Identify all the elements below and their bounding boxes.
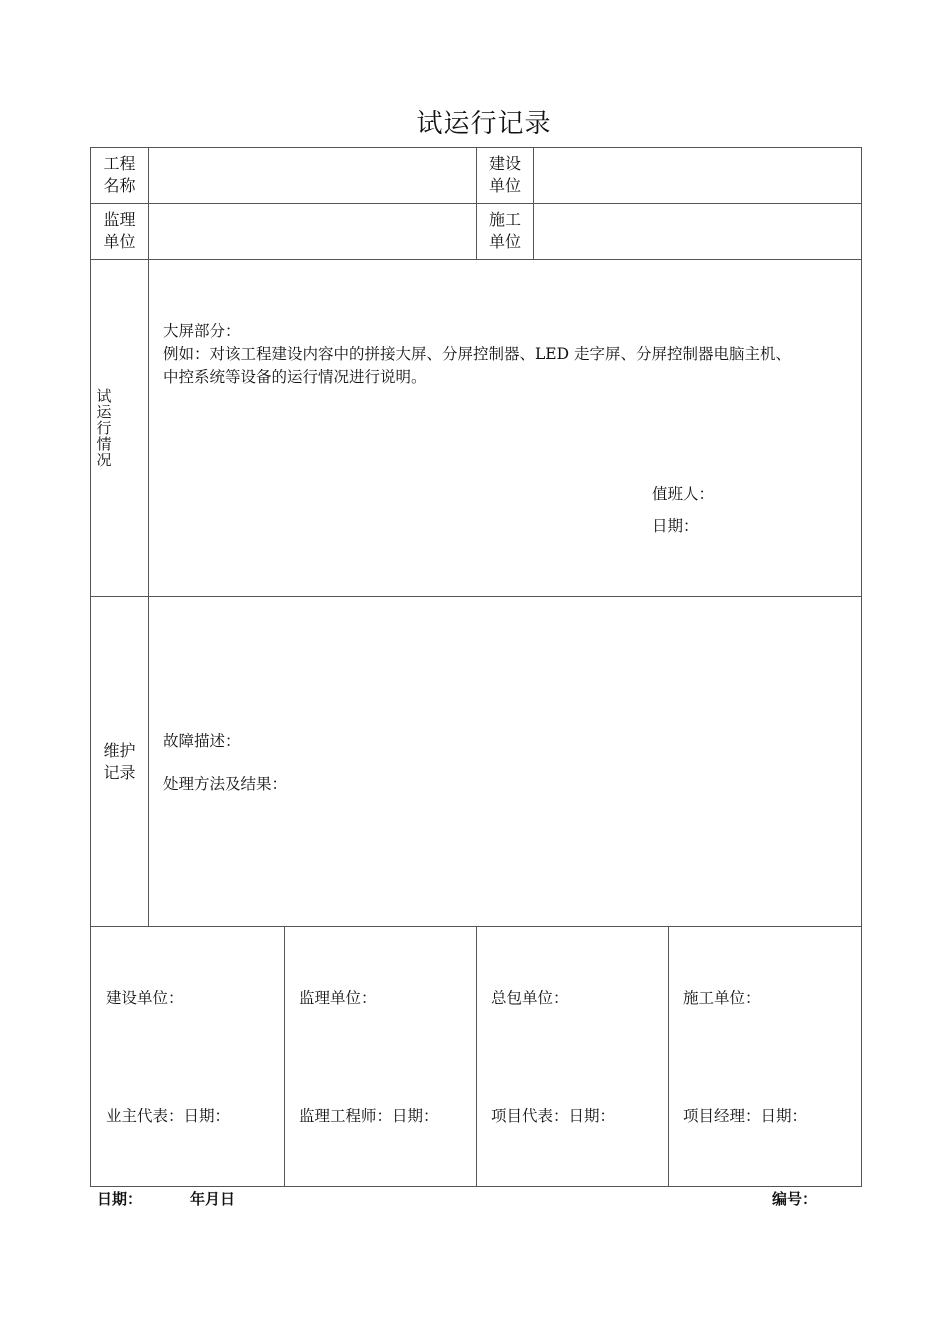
trial-run-heading: 大屏部分：: [163, 322, 241, 340]
footer-date-label: 日期：: [97, 1190, 143, 1208]
signoff-general-contractor-unit: 总包单位：: [491, 989, 569, 1007]
footer-number-label: 编号：: [772, 1190, 818, 1208]
signoff-supervisor-unit: 监理单位：: [299, 989, 377, 1007]
trial-run-example-line2: 中控系统等设备的运行情况进行说明。: [163, 368, 427, 386]
builder-label: 建设 单位: [488, 154, 521, 195]
handling-result-label: 处理方法及结果：: [163, 775, 288, 793]
contractor-label: 施工 单位: [488, 210, 521, 251]
signoff-supervisor-sign: 监理工程师：日期：: [299, 1107, 439, 1125]
maintenance-side-label: 维护 记录: [103, 741, 136, 782]
signoff-general-contractor-sign: 项目代表：日期：: [491, 1107, 616, 1125]
signoff-builder-sign: 业主代表：日期：: [106, 1107, 231, 1125]
fault-description-label: 故障描述：: [163, 732, 241, 750]
signoff-contractor-unit: 施工单位：: [683, 989, 761, 1007]
project-name-label: 工程 名称: [103, 154, 136, 195]
footer-date-format: 年月日: [190, 1190, 236, 1208]
page-title: 试运行记录: [416, 109, 552, 139]
project-name-field[interactable]: [150, 149, 474, 201]
builder-field[interactable]: [535, 149, 859, 201]
on-duty-label: 值班人：: [652, 485, 715, 503]
trial-run-example-line1: 例如：对该工程建设内容中的拼接大屏、分屏控制器、LED 走字屏、分屏控制器电脑主机、: [163, 345, 791, 363]
trial-run-date-label: 日期：: [652, 517, 699, 535]
signoff-contractor-sign: 项目经理：日期：: [683, 1107, 808, 1125]
supervisor-label: 监理 单位: [103, 210, 136, 251]
supervisor-field[interactable]: [150, 205, 474, 257]
signoff-builder-unit: 建设单位：: [106, 989, 184, 1007]
trial-run-side-label: 试运行情况: [96, 387, 112, 469]
contractor-field[interactable]: [535, 205, 859, 257]
